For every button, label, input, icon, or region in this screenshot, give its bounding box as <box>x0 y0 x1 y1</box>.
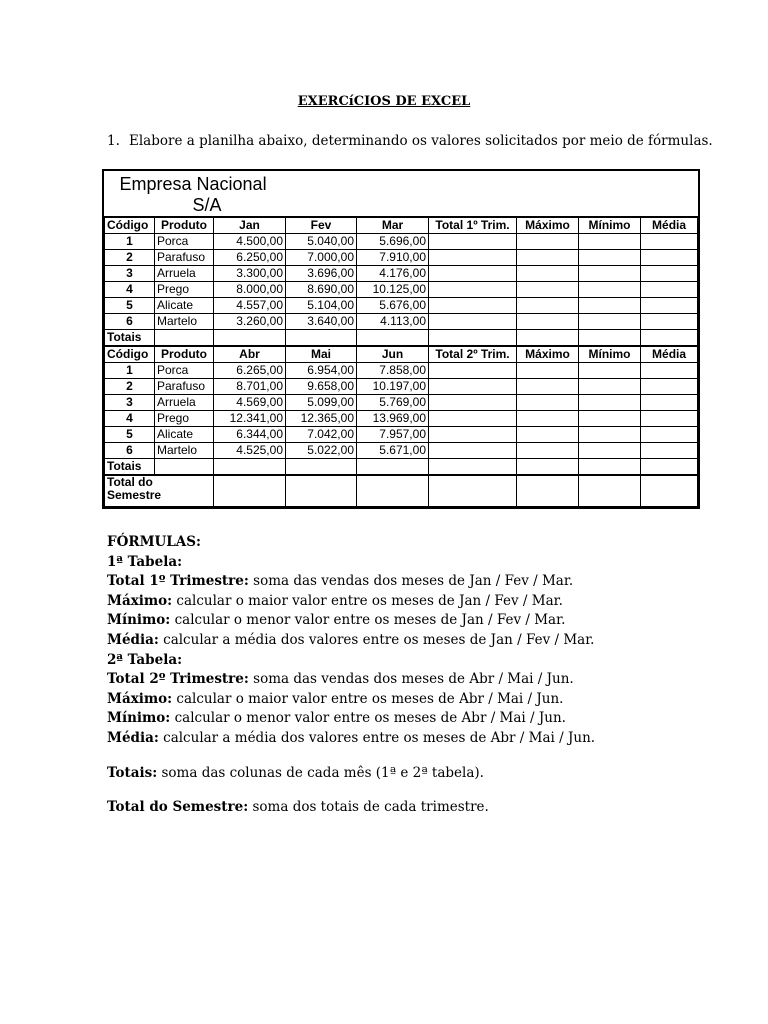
table2-totals-cell[interactable] <box>214 459 286 476</box>
table2-totals-cell[interactable] <box>155 459 214 476</box>
formula-line: Mínimo: calcular o menor valor entre os meses de Jan / Fev / Mar. <box>107 612 566 629</box>
value-cell[interactable]: 4.113,00 <box>357 314 429 330</box>
code-cell[interactable]: 3 <box>105 266 155 282</box>
formula-cell[interactable] <box>579 298 641 314</box>
code-cell[interactable]: 3 <box>105 395 155 411</box>
value-cell[interactable]: 5.104,00 <box>286 298 357 314</box>
formula-cell[interactable] <box>579 411 641 427</box>
table2-totals-row <box>105 459 698 476</box>
formula-cell[interactable] <box>641 395 698 411</box>
product-cell[interactable]: Alicate <box>155 427 214 443</box>
formula-line: Total 1º Trimestre: soma das vendas dos meses de Jan / Fev / Mar. <box>107 573 574 590</box>
formula-cell[interactable] <box>517 250 579 266</box>
code-cell[interactable]: 2 <box>105 379 155 395</box>
formula-cell[interactable] <box>429 443 517 459</box>
formula-cell[interactable] <box>517 427 579 443</box>
table2-totals-cell[interactable] <box>357 459 429 476</box>
table2-totals-cell[interactable] <box>579 459 641 476</box>
formula-cell[interactable] <box>579 314 641 330</box>
code-cell[interactable]: 4 <box>105 411 155 427</box>
table-row <box>105 282 698 298</box>
formula-cell[interactable] <box>641 234 698 250</box>
value-cell[interactable]: 3.260,00 <box>214 314 286 330</box>
formula-cell[interactable] <box>517 314 579 330</box>
formula-cell[interactable] <box>641 250 698 266</box>
table1-header-cell: Fev <box>286 217 357 234</box>
table1-header-cell: Máximo <box>517 217 579 234</box>
table2-header-cell: Jun <box>357 346 429 363</box>
formula-cell[interactable] <box>641 443 698 459</box>
value-cell[interactable]: 7.858,00 <box>357 363 429 379</box>
table-row <box>105 427 698 443</box>
formula-cell[interactable] <box>429 363 517 379</box>
table1-totals-cell[interactable] <box>579 330 641 347</box>
value-cell[interactable]: 12.365,00 <box>286 411 357 427</box>
formula-cell[interactable] <box>579 427 641 443</box>
table1-header-cell: Total 1º Trim. <box>429 217 517 234</box>
table-row <box>105 298 698 314</box>
formula-cell[interactable] <box>641 282 698 298</box>
company-name-cell <box>105 171 698 217</box>
code-cell[interactable]: 5 <box>105 298 155 314</box>
value-cell[interactable]: 6.250,00 <box>214 250 286 266</box>
code-cell[interactable]: 1 <box>105 363 155 379</box>
formula-cell[interactable] <box>641 379 698 395</box>
formula-cell[interactable] <box>517 234 579 250</box>
value-cell[interactable]: 8.690,00 <box>286 282 357 298</box>
value-cell[interactable]: 5.769,00 <box>357 395 429 411</box>
formula-cell[interactable] <box>517 443 579 459</box>
formula-cell[interactable] <box>429 379 517 395</box>
table-row <box>105 266 698 282</box>
instruction <box>107 133 713 149</box>
formula-line: Total do Semestre: soma dos totais de cada trimestre. <box>107 799 489 816</box>
company-name: Empresa Nacional S/A <box>119 174 267 215</box>
value-cell[interactable]: 9.658,00 <box>286 379 357 395</box>
formula-cell[interactable] <box>641 363 698 379</box>
table1-totals-cell[interactable] <box>357 330 429 347</box>
product-cell[interactable]: Alicate <box>155 298 214 314</box>
formula-cell[interactable] <box>429 395 517 411</box>
table2-header-cell: Média <box>641 346 698 363</box>
semester-total-row <box>105 475 698 507</box>
table1-totals-cell[interactable] <box>641 330 698 347</box>
table2-totals-label: Totais <box>105 459 155 476</box>
table1-totals-cell[interactable] <box>286 330 357 347</box>
code-cell[interactable]: 4 <box>105 282 155 298</box>
table1-header-cell: Média <box>641 217 698 234</box>
value-cell[interactable]: 5.671,00 <box>357 443 429 459</box>
table2-header-cell: Mai <box>286 346 357 363</box>
value-cell[interactable]: 13.969,00 <box>357 411 429 427</box>
instruction-number: 1. <box>107 133 120 149</box>
table1-header-row <box>105 217 698 234</box>
formulas-section <box>107 533 595 818</box>
table-row <box>105 395 698 411</box>
formula-cell[interactable] <box>429 298 517 314</box>
formula-cell[interactable] <box>517 298 579 314</box>
table-row <box>105 411 698 427</box>
formula-cell[interactable] <box>429 411 517 427</box>
semester-total-cell[interactable] <box>286 475 357 507</box>
table2-header-cell: Abr <box>214 346 286 363</box>
table2-heading: 2ª Tabela: <box>107 651 183 668</box>
table1-header-cell: Produto <box>155 217 214 234</box>
value-cell[interactable]: 7.000,00 <box>286 250 357 266</box>
table-row <box>105 234 698 250</box>
product-cell[interactable]: Martelo <box>155 443 214 459</box>
formula-cell[interactable] <box>517 282 579 298</box>
semester-total-cell[interactable] <box>517 475 579 507</box>
table1-totals-cell[interactable] <box>429 330 517 347</box>
value-cell[interactable]: 3.300,00 <box>214 266 286 282</box>
value-cell[interactable]: 10.125,00 <box>357 282 429 298</box>
formula-cell[interactable] <box>579 379 641 395</box>
value-cell[interactable]: 5.040,00 <box>286 234 357 250</box>
formula-cell[interactable] <box>429 314 517 330</box>
formula-cell[interactable] <box>641 298 698 314</box>
product-cell[interactable]: Martelo <box>155 314 214 330</box>
product-cell[interactable]: Prego <box>155 282 214 298</box>
table1-totals-cell[interactable] <box>155 330 214 347</box>
table-row <box>105 443 698 459</box>
table2-header-row <box>105 346 698 363</box>
product-cell[interactable]: Arruela <box>155 266 214 282</box>
formula-line: Total 2º Trimestre: soma das vendas dos meses de Abr / Mai / Jun. <box>107 671 574 688</box>
table2-totals-cell[interactable] <box>641 459 698 476</box>
code-cell[interactable]: 6 <box>105 443 155 459</box>
semester-total-label: Total do Semestre <box>105 475 214 507</box>
formula-cell[interactable] <box>429 250 517 266</box>
formula-cell[interactable] <box>429 427 517 443</box>
value-cell[interactable]: 12.341,00 <box>214 411 286 427</box>
formula-line: Máximo: calcular o maior valor entre os meses de Abr / Mai / Jun. <box>107 690 564 707</box>
formula-cell[interactable] <box>579 363 641 379</box>
formula-cell[interactable] <box>517 363 579 379</box>
product-cell[interactable]: Porca <box>155 234 214 250</box>
table2-totals-cell[interactable] <box>517 459 579 476</box>
table1-totals-cell[interactable] <box>517 330 579 347</box>
table-row <box>105 379 698 395</box>
formula-cell[interactable] <box>641 427 698 443</box>
value-cell[interactable]: 7.910,00 <box>357 250 429 266</box>
formula-line: Totais: soma das colunas de cada mês (1ª e 2ª tabela). <box>107 764 484 781</box>
formula-cell[interactable] <box>579 250 641 266</box>
formula-cell[interactable] <box>641 411 698 427</box>
spreadsheet <box>104 171 698 507</box>
table1-body <box>105 234 698 330</box>
semester-total-cell[interactable] <box>429 475 517 507</box>
value-cell[interactable]: 6.344,00 <box>214 427 286 443</box>
table-row <box>105 363 698 379</box>
table2-header-cell: Mínimo <box>579 346 641 363</box>
code-cell[interactable]: 5 <box>105 427 155 443</box>
formula-cell[interactable] <box>517 266 579 282</box>
table2-header-cell: Total 2º Trim. <box>429 346 517 363</box>
code-cell[interactable]: 6 <box>105 314 155 330</box>
value-cell[interactable]: 3.640,00 <box>286 314 357 330</box>
value-cell[interactable]: 3.696,00 <box>286 266 357 282</box>
formula-cell[interactable] <box>429 234 517 250</box>
formulas-heading: FÓRMULAS: <box>107 534 201 550</box>
formula-line: Mínimo: calcular o menor valor entre os meses de Abr / Mai / Jun. <box>107 710 566 727</box>
table-row <box>105 314 698 330</box>
value-cell[interactable]: 5.676,00 <box>357 298 429 314</box>
formula-cell[interactable] <box>517 411 579 427</box>
formula-cell[interactable] <box>579 443 641 459</box>
value-cell[interactable]: 4.569,00 <box>214 395 286 411</box>
table1-totals-cell[interactable] <box>214 330 286 347</box>
code-cell[interactable]: 2 <box>105 250 155 266</box>
table2-header-cell: Código <box>105 346 155 363</box>
table1-totals-row <box>105 330 698 347</box>
formula-cell[interactable] <box>429 282 517 298</box>
table-row <box>105 250 698 266</box>
formula-cell[interactable] <box>579 234 641 250</box>
formula-line: Média: calcular a média dos valores entre os meses de Abr / Mai / Jun. <box>107 729 596 746</box>
table1-totals-label: Totais <box>105 330 155 347</box>
document-title: EXERCíCIOS DE EXCEL <box>297 94 471 109</box>
product-cell[interactable]: Prego <box>155 411 214 427</box>
value-cell[interactable]: 8.000,00 <box>214 282 286 298</box>
table2-header-cell: Produto <box>155 346 214 363</box>
table1-header-cell: Mínimo <box>579 217 641 234</box>
product-cell[interactable]: Parafuso <box>155 250 214 266</box>
formula-cell[interactable] <box>429 266 517 282</box>
value-cell[interactable]: 4.557,00 <box>214 298 286 314</box>
formula-cell[interactable] <box>579 266 641 282</box>
semester-total-cell[interactable] <box>641 475 698 507</box>
semester-total-cell[interactable] <box>357 475 429 507</box>
product-cell[interactable]: Arruela <box>155 395 214 411</box>
table1-header-cell: Código <box>105 217 155 234</box>
value-cell[interactable]: 6.954,00 <box>286 363 357 379</box>
value-cell[interactable]: 10.197,00 <box>357 379 429 395</box>
table1-header-cell: Mar <box>357 217 429 234</box>
instruction-text: Elabore a planilha abaixo, determinando os valores solicitados por meio de fórmulas. <box>129 133 713 149</box>
formula-cell[interactable] <box>517 379 579 395</box>
value-cell[interactable]: 5.696,00 <box>357 234 429 250</box>
value-cell[interactable]: 7.957,00 <box>357 427 429 443</box>
formula-line: Média: calcular a média dos valores entre os meses de Jan / Fev / Mar. <box>107 631 595 648</box>
formula-cell[interactable] <box>579 282 641 298</box>
formula-line: Máximo: calcular o maior valor entre os meses de Jan / Fev / Mar. <box>107 592 563 609</box>
value-cell[interactable]: 5.022,00 <box>286 443 357 459</box>
table2-body <box>105 363 698 459</box>
formula-cell[interactable] <box>579 395 641 411</box>
product-cell[interactable]: Parafuso <box>155 379 214 395</box>
formula-cell[interactable] <box>641 314 698 330</box>
semester-total-cell[interactable] <box>214 475 286 507</box>
table1-header-cell: Jan <box>214 217 286 234</box>
table1-heading: 1ª Tabela: <box>107 553 183 570</box>
formula-cell[interactable] <box>517 395 579 411</box>
table2-header-cell: Máximo <box>517 346 579 363</box>
value-cell[interactable]: 4.525,00 <box>214 443 286 459</box>
value-cell[interactable]: 5.099,00 <box>286 395 357 411</box>
value-cell[interactable]: 6.265,00 <box>214 363 286 379</box>
table2-totals-cell[interactable] <box>429 459 517 476</box>
product-cell[interactable]: Porca <box>155 363 214 379</box>
formula-cell[interactable] <box>641 266 698 282</box>
value-cell[interactable]: 7.042,00 <box>286 427 357 443</box>
value-cell[interactable]: 4.500,00 <box>214 234 286 250</box>
value-cell[interactable]: 4.176,00 <box>357 266 429 282</box>
semester-total-cell[interactable] <box>579 475 641 507</box>
code-cell[interactable]: 1 <box>105 234 155 250</box>
table2-totals-cell[interactable] <box>286 459 357 476</box>
value-cell[interactable]: 8.701,00 <box>214 379 286 395</box>
